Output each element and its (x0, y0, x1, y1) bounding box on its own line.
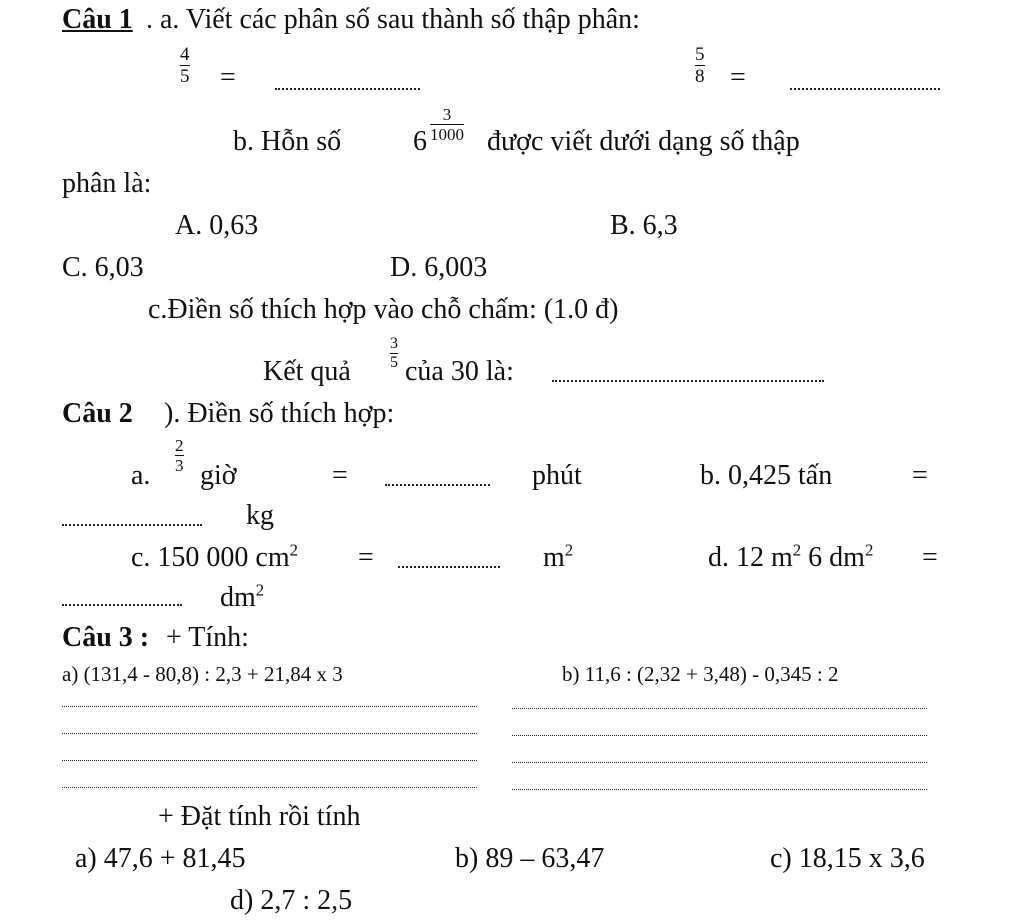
q1-c-fraction (390, 336, 398, 371)
q1-option-c[interactable]: C. 6,03 (62, 252, 144, 283)
q1-frac1-num: 4 (180, 44, 190, 65)
q2-c-sq: 2 (289, 540, 299, 560)
q2-d-blank[interactable] (62, 604, 182, 606)
q2-b-eq: = (912, 460, 928, 491)
q2-a-blank[interactable] (385, 484, 490, 486)
q3-calc-d: d) 2,7 : 2,5 (230, 885, 353, 916)
q3-title: Câu 3 : (62, 622, 150, 653)
q2-a-frac-den: 3 (175, 456, 184, 475)
q2-a-label: a. (131, 460, 151, 491)
q1-eq-1: = (220, 62, 236, 93)
q2-d-sq2: 2 (864, 540, 874, 560)
q2-c-blank[interactable] (398, 566, 500, 568)
q2-c-eq: = (358, 542, 374, 573)
q3-a-line-4[interactable] (62, 787, 477, 788)
q3-a-line-2[interactable] (62, 733, 477, 734)
q1-fraction-1 (180, 45, 190, 86)
q1-b-text1: b. Hỗn số (233, 126, 342, 157)
q1-c-frac-den: 5 (390, 354, 398, 371)
q1-option-d[interactable]: D. 6,003 (390, 252, 488, 283)
q1-option-b[interactable]: B. 6,3 (610, 210, 678, 241)
q3-b-line-3[interactable] (512, 762, 927, 763)
q1-eq-2: = (730, 62, 746, 93)
q3-calc-b: b) 89 – 63,47 (455, 843, 605, 874)
q3-b-expression: b) 11,6 : (2,32 + 3,48) - 0,345 : 2 (562, 662, 839, 686)
q3-calc-a: a) 47,6 + 81,45 (75, 843, 246, 874)
q1-option-a[interactable]: A. 0,63 (175, 210, 259, 241)
q2-d-unit (220, 580, 265, 613)
q1-fraction-2 (695, 45, 705, 86)
q1-c-frac-num: 3 (390, 335, 398, 352)
q2-d-sq1: 2 (792, 540, 802, 560)
q1-frac2-den: 8 (695, 66, 705, 87)
q1-b-text2: được viết dưới dạng số thập (487, 126, 800, 157)
q1-frac1-den: 5 (180, 66, 190, 87)
q3-calc-c: c) 18,15 x 3,6 (770, 843, 925, 874)
q2-title-rest: ). Điền số thích hợp: (164, 398, 395, 429)
q2-c-unit (543, 540, 574, 573)
q2-d-text-main: d. 12 m (708, 542, 793, 573)
q2-d-text-mid: 6 dm (801, 542, 865, 573)
q1-mixed-den: 1000 (430, 125, 464, 144)
q1-frac2-num: 5 (695, 44, 705, 65)
q3-a-expression: a) (131,4 - 80,8) : 2,3 + 21,84 x 3 (62, 662, 343, 686)
q1-b-text3: phân là: (62, 168, 152, 199)
q2-d-unit-main: dm (220, 582, 256, 613)
q1-c-pre: Kết quả (263, 356, 351, 387)
q2-a-unit2: phút (532, 460, 582, 491)
q1-c-post: của 30 là: (405, 356, 514, 387)
q2-a-fraction (175, 437, 184, 474)
q3-b-line-2[interactable] (512, 735, 927, 736)
q2-b-unit: kg (246, 500, 274, 531)
q2-c-unit-sq: 2 (564, 540, 574, 560)
q2-a-eq: = (332, 460, 348, 491)
q2-b-blank[interactable] (62, 524, 202, 526)
q1-blank-2[interactable] (790, 88, 940, 90)
q3-title-rest: + Tính: (166, 622, 249, 653)
q2-d-eq: = (922, 542, 938, 573)
q2-c-text-main: c. 150 000 cm (131, 542, 290, 573)
q3-b-line-4[interactable] (512, 789, 927, 790)
q1-title: Câu 1 (62, 4, 133, 35)
q3-a-line-3[interactable] (62, 760, 477, 761)
q1-mixed-whole: 6 (413, 126, 427, 157)
q2-d-text (708, 540, 874, 573)
q2-c-unit-main: m (543, 542, 565, 573)
q1-c-text: c.Điền số thích hợp vào chỗ chấm: (1.0 đ) (148, 294, 619, 325)
q2-d-unit-sq: 2 (255, 580, 265, 600)
q1-c-blank[interactable] (552, 380, 824, 382)
q2-b-text: b. 0,425 tấn (700, 460, 833, 491)
q2-c-text (131, 540, 299, 573)
q1-mixed-fraction (430, 106, 464, 143)
q1-a-text: . a. Viết các phân số sau thành số thập phân: (146, 4, 640, 35)
q1-mixed-num: 3 (442, 105, 452, 124)
q2-a-frac-num: 2 (175, 436, 184, 455)
q2-a-unit1: giờ (200, 460, 237, 491)
q3-dat-tinh: + Đặt tính rồi tính (158, 801, 361, 832)
q3-b-line-1[interactable] (512, 708, 927, 709)
q1-blank-1[interactable] (275, 88, 420, 90)
q3-a-line-1[interactable] (62, 706, 477, 707)
q2-title: Câu 2 (62, 398, 133, 429)
